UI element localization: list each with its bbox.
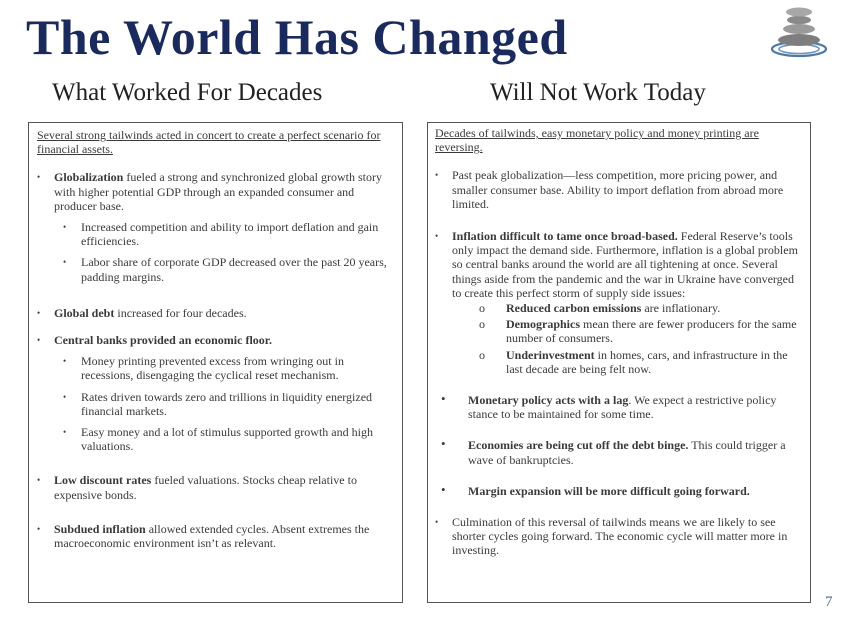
bullet-icon: •	[37, 475, 41, 486]
sub-list-item	[37, 220, 394, 248]
item-text: allowed extended cycles. Absent extremes the macroeconomic environment isn’t as relevant.	[54, 521, 370, 551]
bullet-icon: •	[37, 172, 41, 183]
sub-list-item	[37, 255, 394, 283]
circle-bullet-icon: o	[479, 301, 485, 316]
left-column-heading: What Worked For Decades	[52, 79, 323, 106]
bullet-icon: •	[63, 391, 67, 402]
slide-title: The World Has Changed	[26, 9, 568, 65]
circle-bullet-icon: o	[479, 347, 485, 362]
page-number: 7	[825, 594, 833, 610]
item-bold-lead: Margin expansion will be more difficult going forward.	[468, 483, 750, 498]
what-worked-panel	[28, 122, 403, 603]
item-bold-lead: Underinvestment	[506, 347, 595, 362]
bullet-icon: •	[63, 356, 67, 367]
item-text: mean there are fewer producers for the same number of consumers.	[506, 317, 797, 346]
right-intro: Decades of tailwinds, easy monetary policy and money printing are reversing.	[435, 126, 759, 155]
sub-item-text: Money printing prevented excess from wringing out in recessions, disengaging the cyclical reset mechanism.	[81, 354, 344, 383]
sub-item-text: Easy money and a lot of stimulus supported growth and high valuations.	[81, 425, 373, 454]
item-text: Past peak globalization—less competition, more pricing power, and smaller consumer base. Ability to import deflation from abroad more limited.	[452, 168, 784, 211]
list-item	[37, 522, 394, 550]
list-item	[37, 473, 394, 501]
item-bold-lead: Globalization	[54, 170, 124, 185]
list-item	[435, 515, 803, 558]
list-item	[435, 481, 803, 498]
list-item	[435, 438, 803, 466]
sub-list-item	[435, 348, 803, 376]
sub-list-item	[37, 425, 394, 453]
sub-list-item	[435, 317, 803, 345]
list-item	[37, 306, 394, 320]
bullet-icon: •	[63, 427, 67, 438]
circle-bullet-icon: o	[479, 317, 485, 332]
bullet-icon: •	[37, 307, 41, 318]
bullet-icon: •	[435, 231, 439, 242]
item-text: Culmination of this reversal of tailwinds means we are likely to see shorter cycles going forward. The economic cycle will matter more in investing.	[452, 515, 788, 558]
bullet-icon: •	[435, 170, 439, 181]
item-text: increased for four decades.	[114, 305, 247, 320]
sub-list-item	[37, 390, 394, 418]
item-text: fueled a strong and synchronized global growth story with higher potential GDP through an expanded consumer and producer base.	[54, 170, 382, 213]
item-text: are inflationary.	[641, 301, 721, 316]
bullet-icon: •	[441, 481, 446, 497]
bullet-icon: •	[435, 517, 439, 528]
bullet-icon: •	[441, 391, 446, 407]
sub-item-text: Labor share of corporate GDP decreased over the past 20 years, padding margins.	[81, 255, 387, 284]
list-item	[435, 393, 803, 421]
sub-list-item	[435, 301, 803, 315]
bullet-icon: •	[63, 222, 67, 233]
bullet-icon: •	[37, 335, 41, 346]
bullet-icon: •	[441, 436, 446, 452]
sub-item-text: Rates driven towards zero and trillions in liquidity energized financial markets.	[81, 389, 373, 418]
item-text: Federal Reserve’s tools only impact the demand side. Furthermore, inflation is a global problem so central banks around the world are all tightening at once. Several things aside from the pandemic and the war in Ukraine have converged to create this perfect storm of supply side issues:	[452, 229, 798, 300]
will-not-work-panel	[427, 122, 811, 603]
sub-list-item	[37, 354, 394, 382]
item-text: in homes, cars, and infrastructure in the last decade are being felt now.	[506, 347, 788, 376]
item-bold-lead: Demographics	[506, 317, 580, 332]
item-bold-lead: Inflation difficult to tame once broad-based.	[452, 229, 678, 244]
item-bold-lead: Subdued inflation	[54, 521, 146, 536]
sub-item-text: Increased competition and ability to import deflation and gain efficiencies.	[81, 220, 379, 249]
item-bold-lead: Economies are being cut off the debt binge.	[468, 438, 689, 453]
item-bold-lead: Central banks provided an economic floor.	[54, 333, 273, 348]
item-bold-lead: Low discount rates	[54, 473, 152, 488]
list-item	[435, 168, 803, 211]
stacked-stones-logo-icon	[770, 4, 828, 58]
bullet-icon: •	[37, 523, 41, 534]
item-text: fueled valuations. Stocks cheap relative to expensive bonds.	[54, 473, 357, 502]
item-bold-lead: Global debt	[54, 305, 115, 320]
list-item	[37, 170, 394, 213]
list-item	[435, 229, 803, 300]
left-intro: Several strong tailwinds acted in concert to create a perfect scenario for financial assets.	[37, 128, 381, 157]
list-item	[37, 333, 394, 347]
right-column-heading: Will Not Work Today	[490, 79, 706, 106]
item-bold-lead: Monetary policy acts with a lag	[468, 393, 629, 408]
item-text: This could trigger a wave of bankruptcies.	[468, 438, 786, 467]
bullet-icon: •	[63, 257, 67, 268]
item-bold-lead: Reduced carbon emissions	[506, 301, 642, 316]
item-text: . We expect a restrictive policy stance to be maintained for some time.	[468, 393, 777, 422]
